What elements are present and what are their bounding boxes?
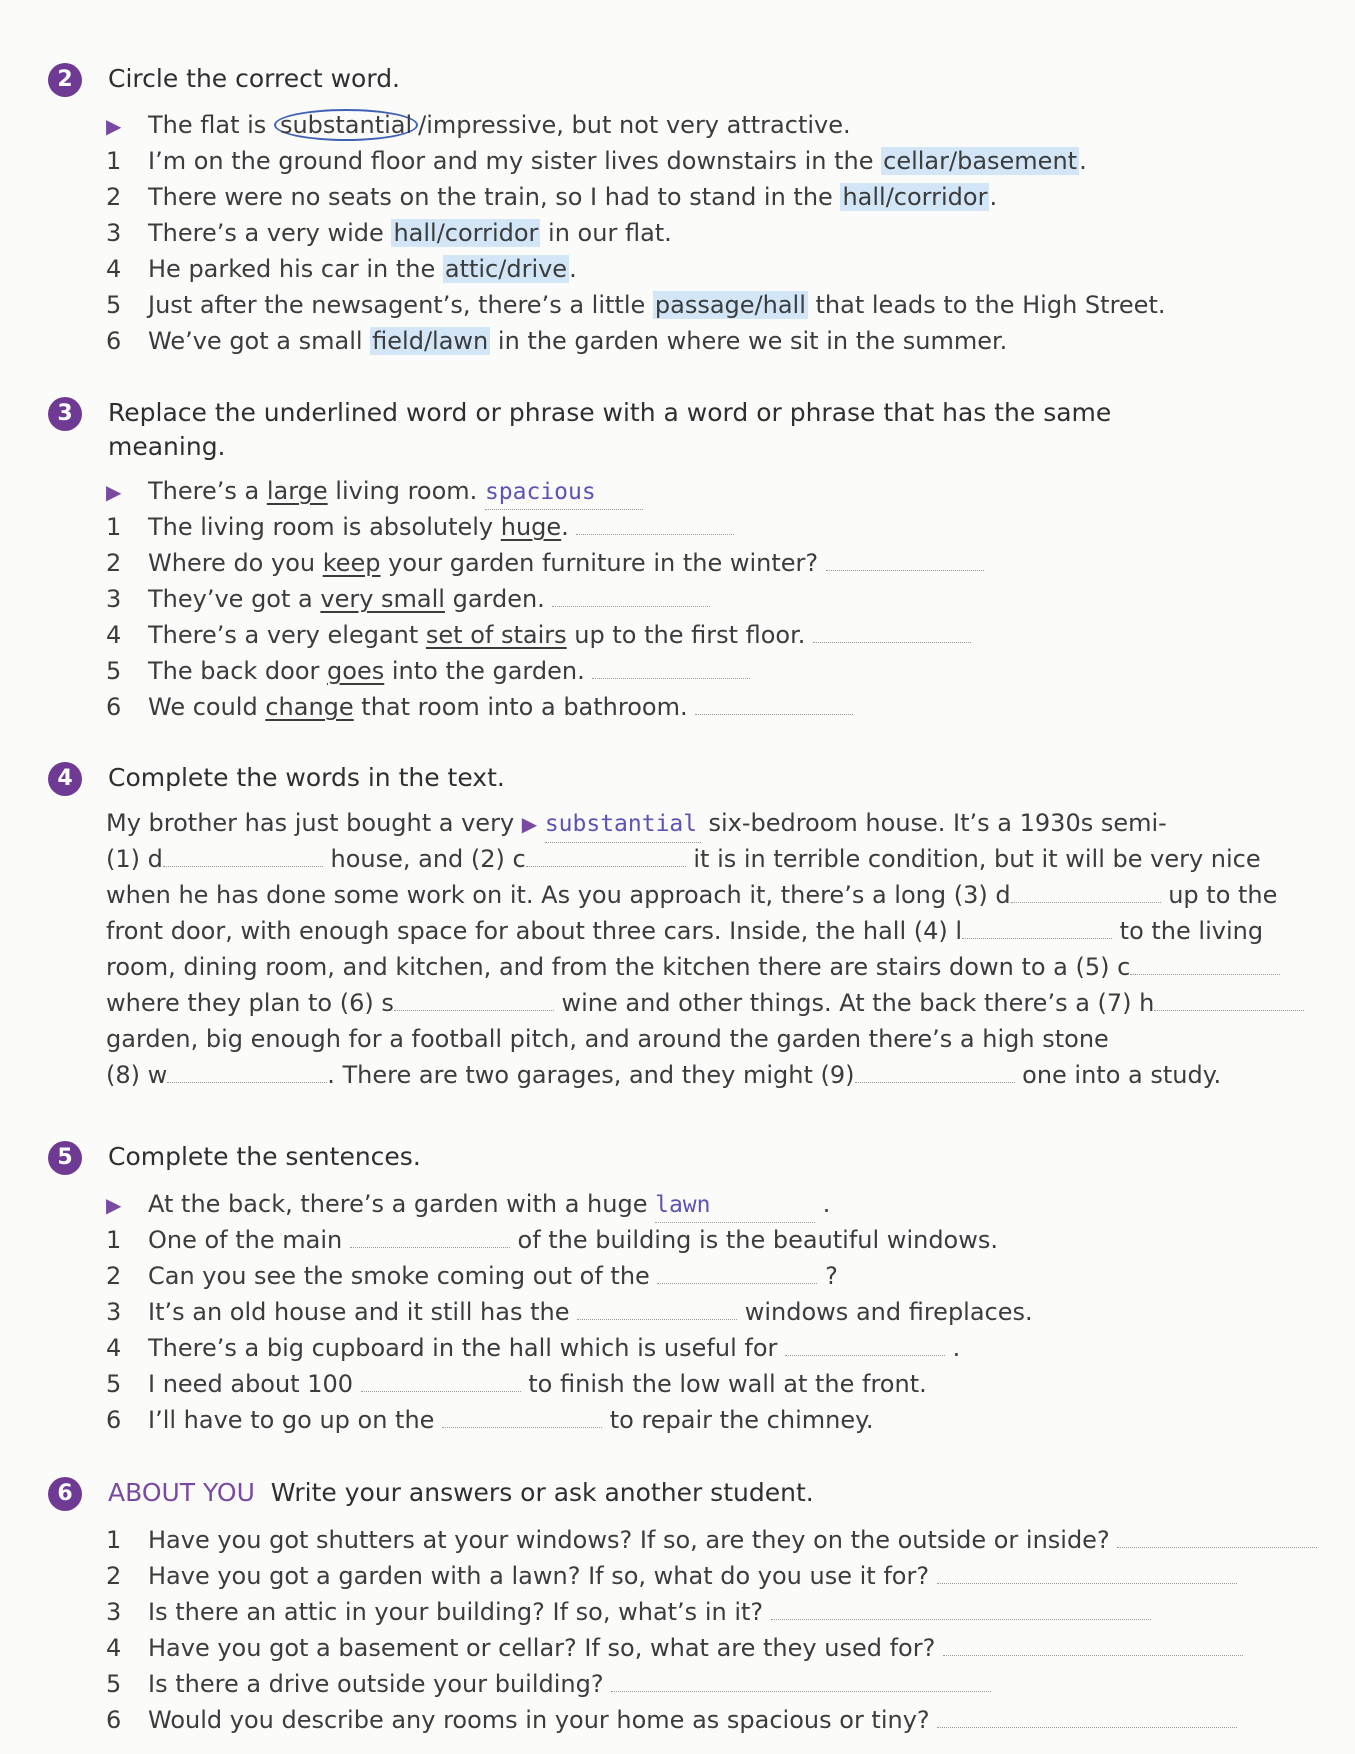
answer-blank[interactable] (855, 1062, 1015, 1083)
answer-blank[interactable] (962, 918, 1112, 939)
list-item: 3 Is there an attic in your building? If so, what’s in it? (106, 1595, 1151, 1629)
word-choice[interactable]: cellar/basement (883, 147, 1078, 175)
text-line: where they plan to (6) s wine and other things. At the back there’s a (7) h (106, 985, 1304, 1021)
answer-blank[interactable] (442, 1407, 602, 1428)
exercise-number: 5 (48, 1141, 82, 1175)
example-row: ▶ At the back, there’s a garden with a huge lawn . (106, 1187, 830, 1223)
list-item: 5 The back door goes into the garden. (106, 654, 750, 688)
list-item: 6 I’ll have to go up on the to repair the chimney. (106, 1406, 874, 1434)
text-line: garden, big enough for a football pitch, and around the garden there’s a high stone (106, 1025, 1109, 1053)
answer-blank[interactable] (695, 694, 853, 715)
list-item: 1 The living room is absolutely huge. (106, 510, 734, 544)
answer-blank[interactable] (657, 1263, 817, 1284)
answer-blank[interactable] (1154, 990, 1304, 1011)
circled-answer: substantial (274, 109, 418, 141)
exercise-heading: Circle the correct word. (108, 64, 401, 93)
list-item: 3 They’ve got a very small garden. (106, 582, 710, 616)
word-choice[interactable]: field/lawn (372, 327, 489, 355)
text-line: room, dining room, and kitchen, and from the kitchen there are stairs down to a (5) c (106, 949, 1280, 985)
answer-blank[interactable] (937, 1707, 1237, 1728)
answer-blank[interactable] (526, 846, 686, 867)
answer-blank[interactable] (552, 586, 710, 607)
list-item: 4 Have you got a basement or cellar? If so, what are they used for? (106, 1631, 1243, 1665)
text-line: (1) d house, and (2) c it is in terrible condition, but it will be very nice (106, 845, 1261, 873)
exercise-number: 2 (48, 63, 82, 97)
word-choice[interactable]: attic/drive (444, 255, 568, 283)
word-choice[interactable]: hall/corridor (393, 219, 539, 247)
answer-blank[interactable] (1011, 882, 1161, 903)
play-arrow-icon: ▶ (106, 114, 122, 138)
list-item: 2 Have you got a garden with a lawn? If so, what do you use it for? (106, 1559, 1237, 1593)
list-item: 6 Would you describe any rooms in your home as spacious or tiny? (106, 1703, 1237, 1737)
list-item: 5 I need about 100 to finish the low wall at the front. (106, 1370, 927, 1398)
list-item: 3 It’s an old house and it still has the windows and fireplaces. (106, 1298, 1033, 1326)
answer-blank[interactable] (785, 1335, 945, 1356)
answer-blank[interactable] (611, 1671, 991, 1692)
text-line: front door, with enough space for about three cars. Inside, the hall (4) l to the living (106, 917, 1264, 945)
exercise-heading-line1: Replace the underlined word or phrase with a word or phrase that has the same (108, 398, 1112, 427)
word-choice[interactable]: hall/corridor (842, 183, 988, 211)
exercise-number: 4 (48, 762, 82, 796)
list-item: 4 There’s a very elegant set of stairs up to the first floor. (106, 618, 971, 652)
handwritten-answer[interactable]: spacious (485, 475, 643, 510)
list-item: 1 One of the main of the building is the beautiful windows. (106, 1226, 998, 1254)
list-item: 2 Where do you keep your garden furniture in the winter? (106, 546, 984, 580)
answer-blank[interactable] (813, 622, 971, 643)
text-line: My brother has just bought a very ▶ substantial six-bedroom house. It’s a 1930s semi- (106, 805, 1167, 843)
text-line: when he has done some work on it. As you approach it, there’s a long (3) d up to the (106, 881, 1278, 909)
answer-blank[interactable] (577, 1299, 737, 1320)
answer-blank[interactable] (361, 1371, 521, 1392)
exercise-number: 3 (48, 397, 82, 431)
answer-blank[interactable] (1130, 954, 1280, 975)
text-line: (8) w . There are two garages, and they might (9) one into a study. (106, 1061, 1222, 1089)
word-choice[interactable]: passage/hall (654, 291, 806, 319)
example-row: ▶ There’s a large living room. spacious (106, 474, 643, 510)
list-item: 4 He parked his car in the attic/drive. (106, 255, 577, 283)
answer-blank[interactable] (576, 514, 734, 535)
exercise-heading-line2: meaning. (108, 432, 226, 461)
list-item: 6 We’ve got a small field/lawn in the garden where we sit in the summer. (106, 327, 1008, 355)
answer-blank[interactable] (1117, 1527, 1317, 1548)
list-item: 2 There were no seats on the train, so I had to stand in the hall/corridor. (106, 183, 998, 211)
list-item: 2 Can you see the smoke coming out of the ? (106, 1262, 838, 1290)
exercise-heading: Complete the words in the text. (108, 763, 505, 792)
answer-blank[interactable] (350, 1227, 510, 1248)
handwritten-answer[interactable]: substantial (545, 806, 701, 843)
list-item: 5 Just after the newsagent’s, there’s a little passage/hall that leads to the High Street. (106, 291, 1166, 319)
answer-blank[interactable] (826, 550, 984, 571)
list-item: 1 I’m on the ground floor and my sister lives downstairs in the cellar/basement. (106, 147, 1087, 175)
list-item: 3 There’s a very wide hall/corridor in our flat. (106, 219, 672, 247)
answer-blank[interactable] (394, 990, 554, 1011)
exercise-heading: ABOUT YOU Write your answers or ask another student. (108, 1478, 814, 1507)
play-arrow-icon: ▶ (106, 480, 122, 504)
example-row: ▶ The flat is substantial /impressive, but not very attractive. (106, 108, 851, 143)
list-item: 1 Have you got shutters at your windows? If so, are they on the outside or inside? (106, 1523, 1317, 1557)
list-item: 5 Is there a drive outside your building? (106, 1667, 991, 1701)
exercise-heading: Complete the sentences. (108, 1142, 421, 1171)
about-you-label: ABOUT YOU (108, 1478, 255, 1507)
answer-blank[interactable] (592, 658, 750, 679)
handwritten-answer[interactable]: lawn (655, 1188, 815, 1223)
play-arrow-icon: ▶ (521, 812, 538, 836)
list-item: 4 There’s a big cupboard in the hall which is useful for . (106, 1334, 961, 1362)
answer-blank[interactable] (943, 1635, 1243, 1656)
list-item: 6 We could change that room into a bathroom. (106, 690, 853, 724)
answer-blank[interactable] (771, 1599, 1151, 1620)
exercise-number: 6 (48, 1477, 82, 1511)
answer-blank[interactable] (163, 846, 323, 867)
play-arrow-icon: ▶ (106, 1193, 122, 1217)
answer-blank[interactable] (167, 1062, 327, 1083)
answer-blank[interactable] (937, 1563, 1237, 1584)
